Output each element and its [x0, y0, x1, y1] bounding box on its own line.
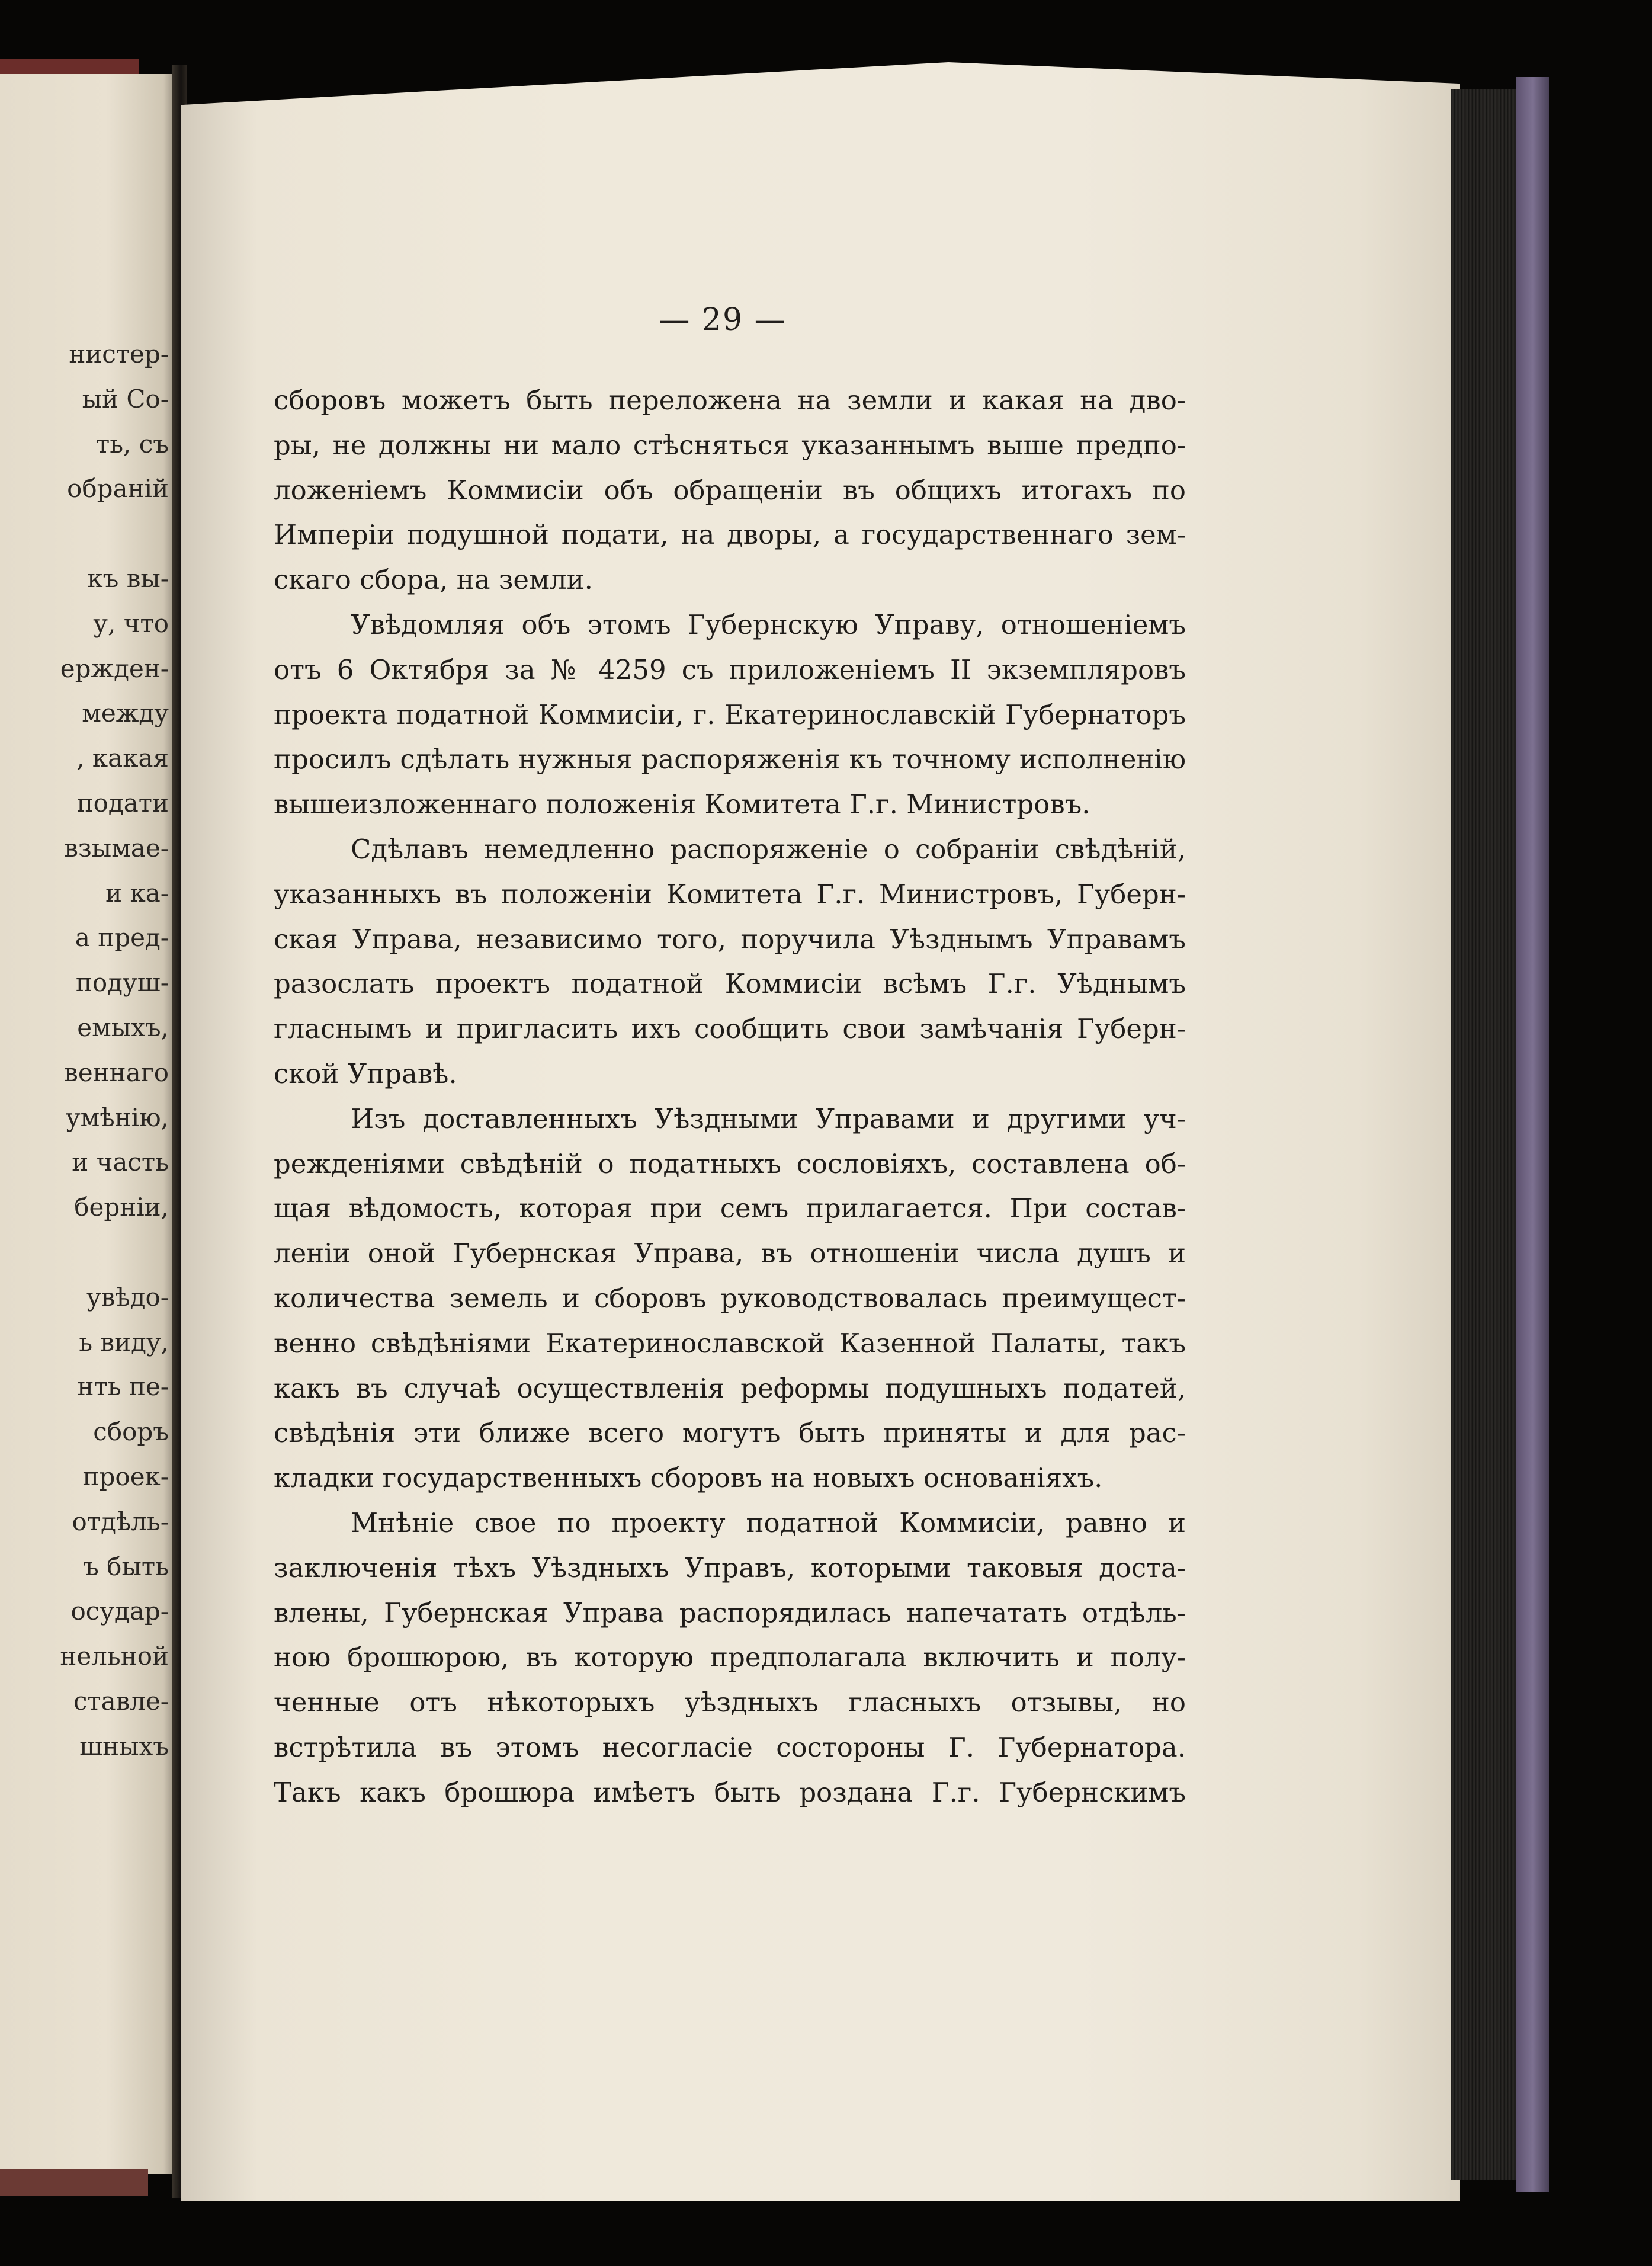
left-page-text-fragments	[0, 332, 169, 1769]
text-line: заключенія тѣхъ Уѣздныхъ Управъ, которыми таковыя доста-	[274, 1552, 1186, 1584]
left-fragment-line: отдѣль-	[72, 1507, 169, 1536]
text-line: ною брошюрою, въ которую предполагала включить и полу-	[274, 1642, 1186, 1674]
text-line: скаго сбора, на земли.	[274, 564, 593, 596]
left-fragment-line: ержден-	[60, 653, 169, 683]
text-line: Такъ какъ брошюра имѣетъ быть роздана Г.г. Губернскимъ	[274, 1776, 1186, 1808]
text-line: гласнымъ и пригласить ихъ сообщить свои замѣчанія Губерн-	[274, 1013, 1186, 1045]
left-fragment-line: веннаго	[64, 1057, 169, 1087]
text-line: Увѣдомляя объ этомъ Губернскую Управу, отношеніемъ	[351, 608, 1186, 640]
text-line: проекта податной Коммисіи, г. Екатеринославскій Губернаторъ	[274, 698, 1186, 730]
text-line: леніи оной Губернская Управа, въ отношеніи числа душъ и	[274, 1238, 1186, 1270]
left-fragment-line: а пред-	[75, 923, 169, 953]
left-fragment-line: и ка-	[105, 878, 169, 908]
left-fragment-line: ть, съ	[95, 429, 169, 459]
text-line: режденіями свѣдѣній о податныхъ сословіяхъ, составлена об-	[274, 1148, 1186, 1180]
text-line: Имперіи подушной подати, на дворы, а государственнаго зем-	[274, 519, 1186, 551]
text-line: ской Управѣ.	[274, 1057, 457, 1089]
left-fragment-line: и часть	[72, 1148, 169, 1177]
text-line: Мнѣніе свое по проекту податной Коммисіи, равно и	[351, 1507, 1186, 1539]
left-fragment-line: нть пе-	[77, 1372, 169, 1402]
left-fragment-line: нельной	[60, 1642, 169, 1671]
left-fragment-line	[0, 1230, 169, 1275]
text-line: указанныхъ въ положеніи Комитета Г.г. Министровъ, Губерн-	[274, 878, 1186, 910]
left-fragment-line: осудар-	[70, 1597, 169, 1626]
text-line: количества земель и сборовъ руководствовалась преимущест-	[274, 1282, 1186, 1314]
left-fragment-line: нистер-	[69, 339, 169, 368]
text-line: влены, Губернская Управа распорядилась напечатать отдѣль-	[274, 1597, 1186, 1629]
left-fragment-line: увѣдо-	[86, 1282, 169, 1312]
text-line: щая вѣдомость, которая при семъ прилагается. При состав-	[274, 1193, 1186, 1225]
left-fragment-line: подати	[76, 788, 169, 818]
left-fragment-line: берніи,	[74, 1193, 169, 1222]
left-fragment-line: обраній	[67, 474, 169, 504]
left-fragment-line: проек-	[82, 1461, 169, 1491]
text-line: свѣдѣнія эти ближе всего могутъ быть приняты и для рас-	[274, 1417, 1186, 1449]
text-line: венно свѣдѣніями Екатеринославской Казенной Палаты, такъ	[274, 1327, 1186, 1359]
left-fragment-line: ый Со-	[82, 384, 169, 414]
left-fragment-line: ставле-	[73, 1686, 169, 1716]
text-line: ры, не должны ни мало стѣсняться указаннымъ выше предпо-	[274, 429, 1186, 461]
text-line: ская Управа, независимо того, поручила Уѣзднымъ Управамъ	[274, 923, 1186, 955]
text-line: ченные отъ нѣкоторыхъ уѣздныхъ гласныхъ отзывы, но	[274, 1687, 1186, 1719]
text-line: Изъ доставленныхъ Уѣздными Управами и другими уч-	[351, 1102, 1186, 1134]
text-line: Сдѣлавъ немедленно распоряженіе о собраніи свѣдѣній,	[351, 833, 1186, 865]
left-fragment-line: ъ быть	[83, 1552, 169, 1581]
page-stack-edge	[1451, 89, 1522, 2180]
left-fragment-line: у, что	[93, 608, 169, 638]
text-line: кладки государственныхъ сборовъ на новыхъ основаніяхъ.	[274, 1462, 1103, 1494]
page-number: — 29 —	[659, 302, 787, 338]
text-line: сборовъ можетъ быть переложена на земли и какая на дво-	[274, 384, 1186, 416]
left-fragment-line: , какая	[76, 743, 169, 773]
text-line: ложеніемъ Коммисіи объ обращеніи въ общихъ итогахъ по	[274, 474, 1186, 506]
cover-edge	[1516, 77, 1549, 2192]
left-fragment-line: между	[82, 698, 169, 728]
left-fragment-line	[0, 511, 169, 556]
left-fragment-line: умѣнію,	[65, 1102, 169, 1132]
left-fragment-line: емыхъ,	[77, 1012, 169, 1042]
text-line: встрѣтила въ этомъ несогласіе состороны Г. Губернатора.	[274, 1731, 1186, 1763]
text-line: разослать проектъ податной Коммисіи всѣмъ Г.г. Уѣднымъ	[274, 968, 1186, 1000]
left-fragment-line: шныхъ	[79, 1731, 169, 1761]
text-line: просилъ сдѣлать нужныя распоряженія къ точному исполненію	[274, 743, 1186, 775]
body-text	[274, 378, 1186, 1815]
left-cover-edge-bottom	[0, 2169, 148, 2196]
text-line: какъ въ случаѣ осуществленія реформы подушныхъ податей,	[274, 1372, 1186, 1404]
left-fragment-line: къ вы-	[87, 563, 169, 593]
text-line: вышеизложеннаго положенія Комитета Г.г. Министровъ.	[274, 789, 1090, 820]
left-fragment-line: взымае-	[64, 833, 169, 863]
left-fragment-line: сборъ	[93, 1417, 169, 1447]
left-fragment-line: подуш-	[75, 968, 169, 998]
left-fragment-line: ь виду,	[79, 1327, 169, 1357]
text-line: отъ 6 Октября за № 4259 съ приложеніемъ II экземпляровъ	[274, 653, 1186, 685]
